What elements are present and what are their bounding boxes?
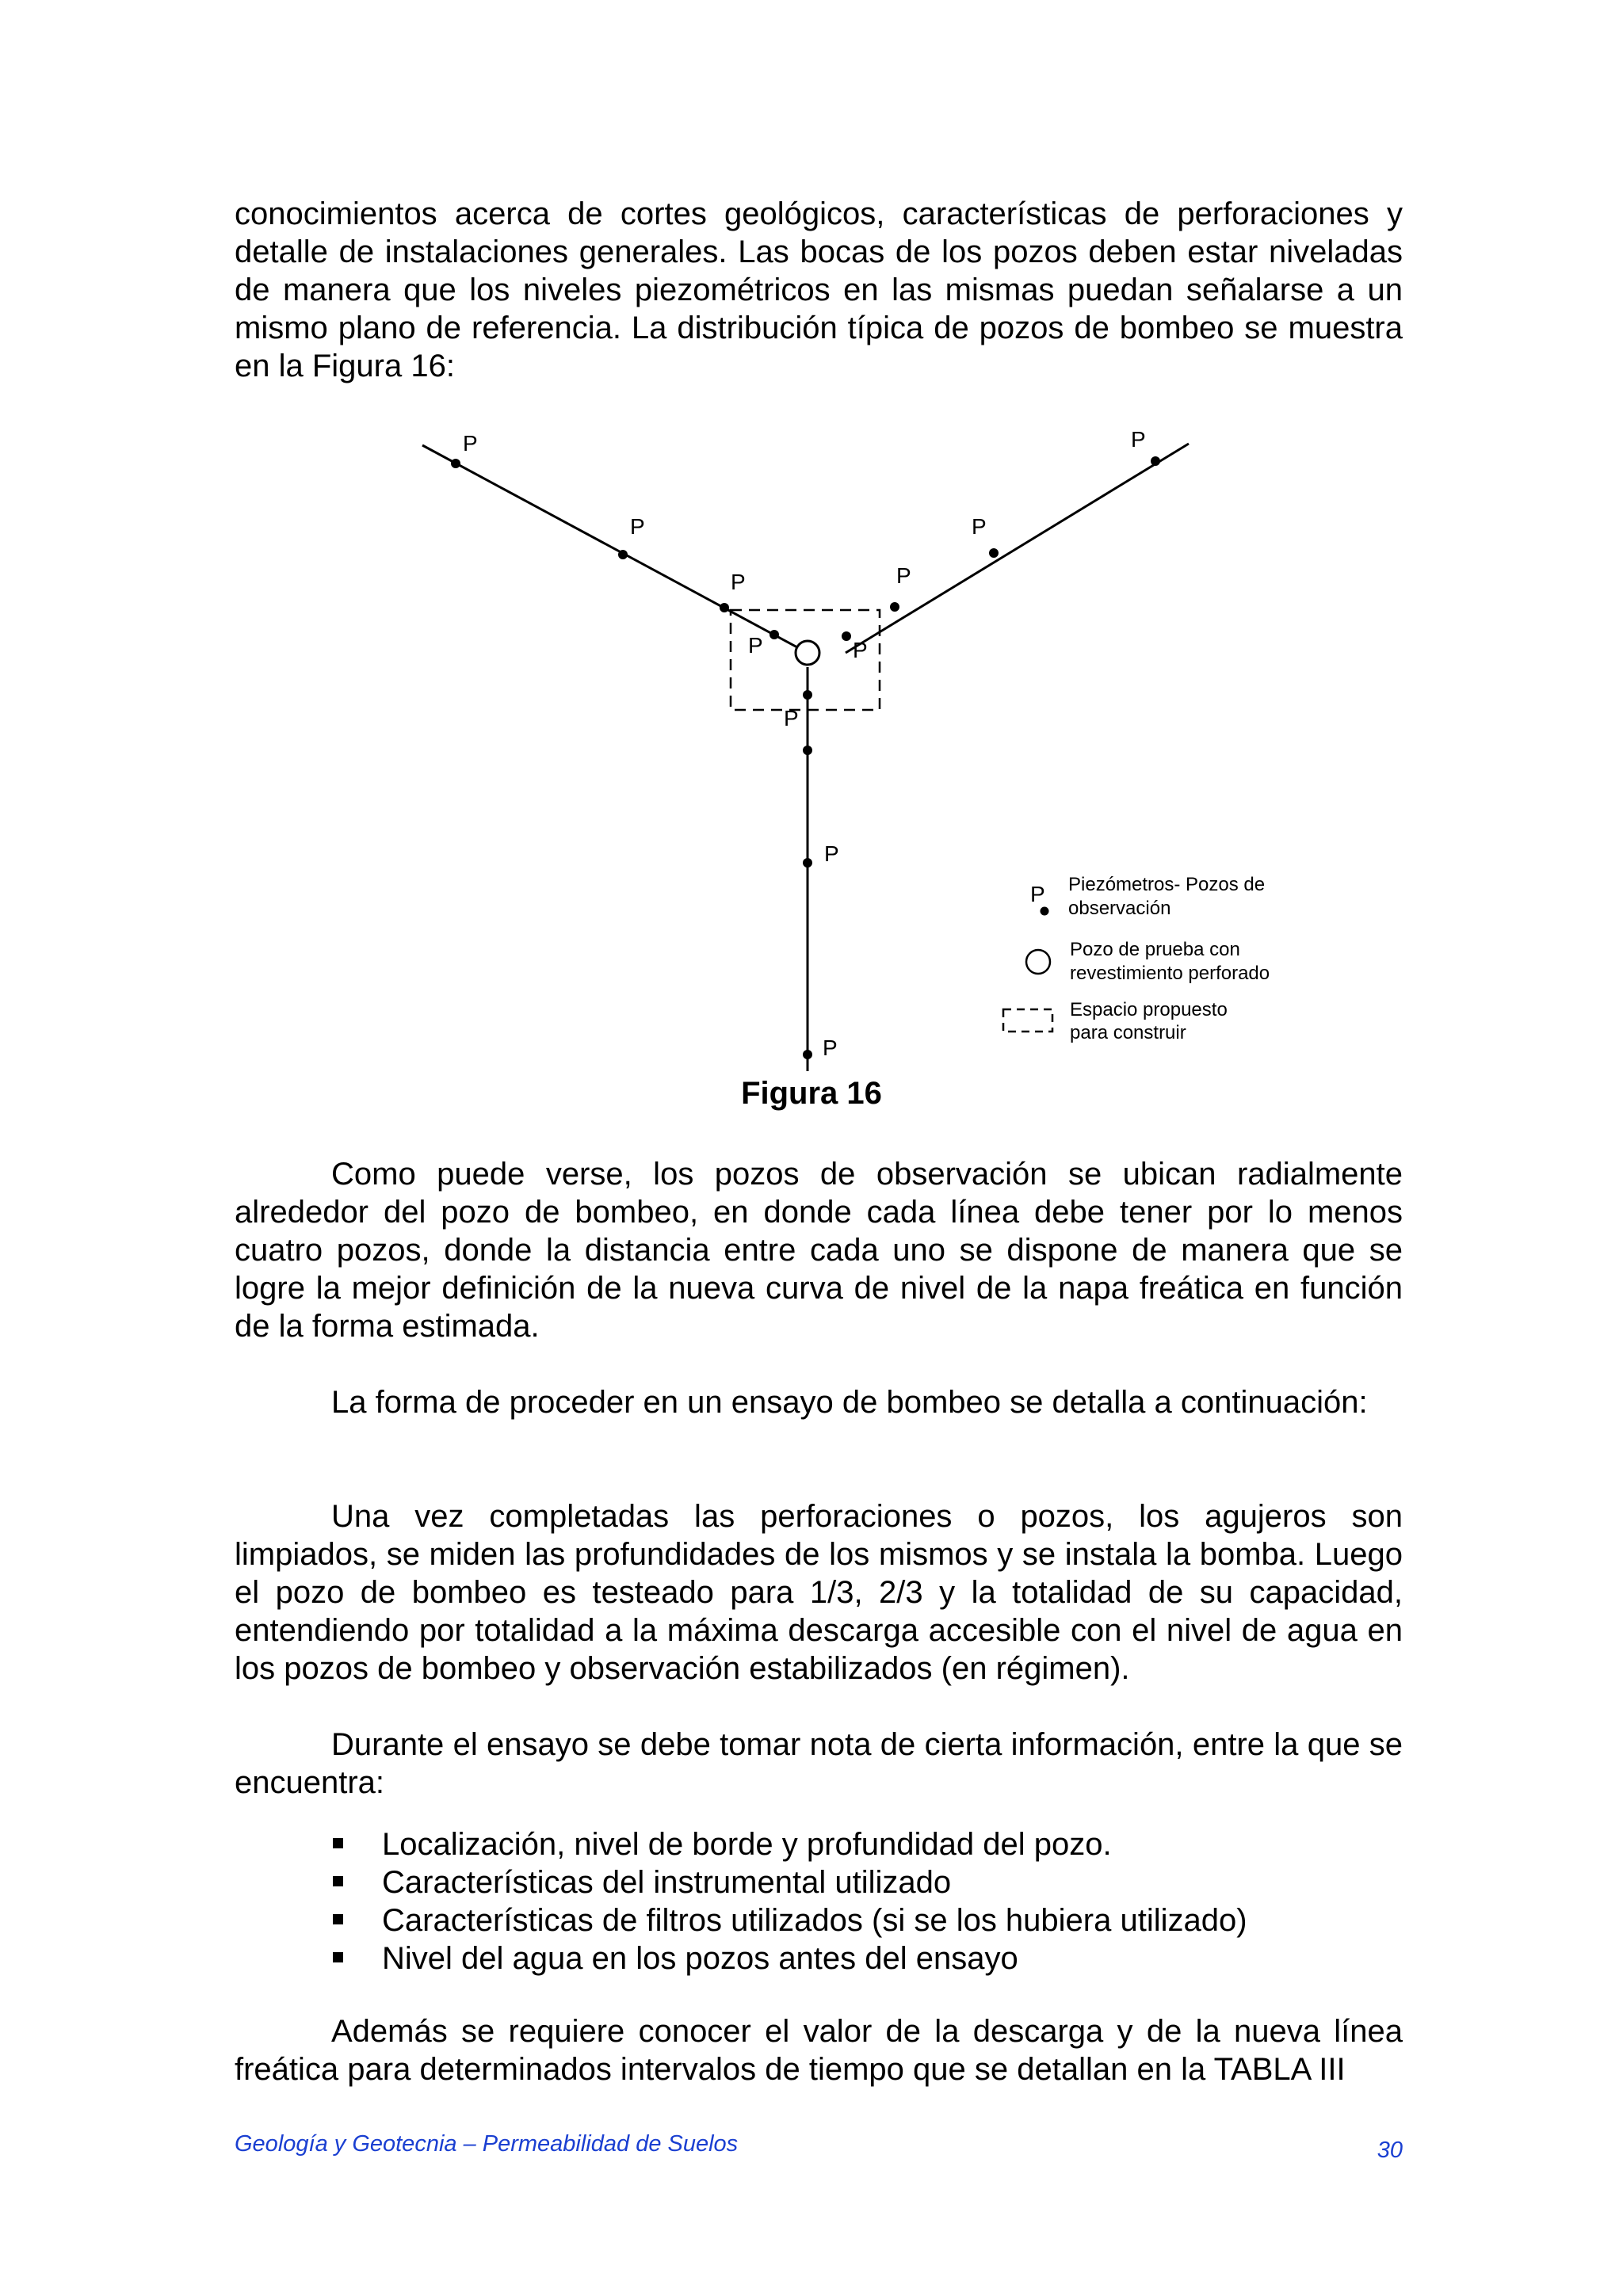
legend <box>1003 874 1270 1043</box>
point-label: P <box>823 1035 838 1060</box>
piezometer-dot <box>618 550 628 559</box>
piezometer-dot <box>803 690 812 700</box>
piezometer-dot <box>769 630 779 639</box>
legend-piezometer-dot <box>1041 907 1049 916</box>
piezometer-dot <box>890 602 899 612</box>
point-label: P <box>463 431 478 456</box>
piezometer-dot <box>803 746 812 755</box>
paragraph-data-notes: Durante el ensayo se debe tomar nota de cierta información, entre la que se encuentra: <box>235 1727 1403 1800</box>
legend-piezometer-text: observación <box>1068 898 1171 919</box>
legend-test-well-circle <box>1026 950 1050 974</box>
point-label: P <box>896 563 911 588</box>
point-label: P <box>784 706 799 730</box>
paragraph-radial-wells: Como puede verse, los pozos de observación se ubican radialmente alrededor del pozo de bombeo, en donde cada línea debe tener por lo menos cuatro pozos, donde la distancia entre cada uno se dispone de manera que se logre la mejor definición de la nueva curva de nivel de la napa freática en función de la forma estimada. <box>235 1157 1403 1344</box>
list-item: Localización, nivel de borde y profundidad del pozo. <box>333 1825 1247 1863</box>
legend-space-text: Espacio propuesto <box>1070 999 1228 1020</box>
paragraph-procedure: Una vez completadas las perforaciones o pozos, los agujeros son limpiados, se miden las profundidades de los mismos y se instala la bomba. Luego el pozo de bombeo es testeado para 1/3, 2/3 y la totalidad de su capacidad, entendiendo por totalidad a la máxima descarga accesible con el nivel de agua en los pozos de bombeo y observación estabilizados (en régimen). <box>235 1499 1403 1686</box>
piezometer-dot <box>1151 456 1160 466</box>
paragraph-intro: conocimientos acerca de cortes geológicos, características de perforaciones y detalle de instalaciones generales. Las bocas de los pozos deben estar niveladas de manera que los niveles piezométricos en las mismas puedan señalarse a un mismo plano de referencia. La distribución típica de pozos de bombeo se muestra en la Figura 16: <box>235 196 1403 383</box>
legend-test-well-text: Pozo de prueba con <box>1070 939 1240 960</box>
piezometer-dot <box>803 858 812 868</box>
legend-test-well-text: revestimiento perforado <box>1070 963 1270 984</box>
figure-caption: Figura 16 <box>741 1076 882 1111</box>
footer-title: Geología y Geotecnia – Permeabilidad de Suelos <box>235 2131 739 2157</box>
point-label: P <box>824 841 839 866</box>
point-label: P <box>630 514 645 539</box>
list-item: Características de filtros utilizados (si se los hubiera utilizado) <box>333 1901 1247 1939</box>
piezometer-dot <box>451 459 460 468</box>
point-label: P <box>748 633 763 658</box>
paragraph-procedure-intro: La forma de proceder en un ensayo de bombeo se detalla a continuación: <box>331 1385 1368 1420</box>
piezometer-dot <box>842 631 851 641</box>
point-label: P <box>731 570 746 594</box>
point-label: P <box>972 514 987 539</box>
list-item: Características del instrumental utilizado <box>333 1863 1247 1901</box>
point-label: P <box>853 638 868 662</box>
point-label: P <box>1131 427 1146 452</box>
legend-space-rect <box>1003 1009 1052 1032</box>
figure-16-diagram <box>0 412 1623 1077</box>
piezometer-dot <box>989 548 999 558</box>
legend-piezometer-text: Piezómetros- Pozos de <box>1068 874 1266 895</box>
list-item: Nivel del agua en los pozos antes del ensayo <box>333 1939 1247 1978</box>
piezometer-dot <box>720 603 729 612</box>
piezometer-dot <box>803 1050 812 1059</box>
info-bullet-list <box>333 1825 1247 1978</box>
line-right-arm <box>846 444 1189 653</box>
legend-space-text: para construir <box>1070 1022 1186 1043</box>
paragraph-discharge: Además se requiere conocer el valor de la descarga y de la nueva línea freática para determinados intervalos de tiempo que se detallan en la TABLA III <box>235 2014 1403 2087</box>
line-left-arm <box>422 445 808 653</box>
legend-point-label: P <box>1030 882 1045 906</box>
test-well-circle <box>796 641 819 665</box>
page-number: 30 <box>1377 2138 1403 2163</box>
